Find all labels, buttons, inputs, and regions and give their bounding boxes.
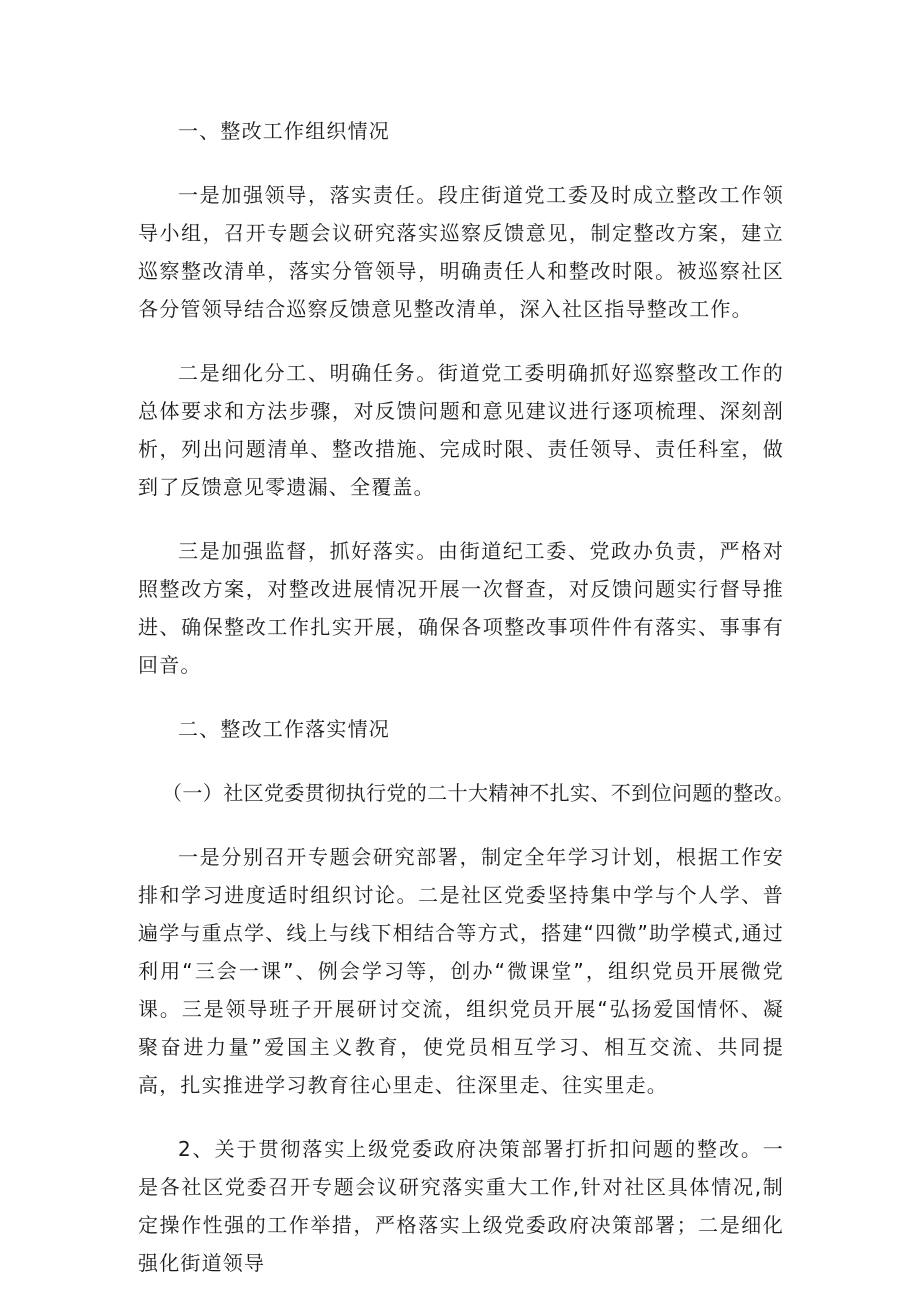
section-heading-1: 一、整改工作组织情况 [178,119,390,143]
document-body [138,112,795,1308]
paragraph-leadership: 一是加强领导，落实责任。段庄街道党工委及时成立整改工作领导小组，召开专题会议研究落实巡察反馈意见，制定整改方案，建立巡察整改清单，落实分管领导，明确责任人和整改时限。被巡察社区各分管领导结合巡察反馈意见整改清单，深入社区指导整改工作。 [138,183,784,321]
paragraph-implementation: 2、关于贯彻落实上级党委政府决策部署打折扣问题的整改。一是各社区党委召开专题会议研究落实重大工作,针对社区具体情况,制定操作性强的工作举措，严格落实上级党委政府决策部署；二是细化强化街道领导 [138,1137,784,1275]
paragraph-supervision: 三是加强监督，抓好落实。由街道纪工委、党政办负责，严格对照整改方案，对整改进展情况开展一次督查，对反馈问题实行督导推进、确保整改工作扎实开展，确保各项整改事项件件有落实、事事有回音。 [138,539,784,677]
section-heading-2: 二、整改工作落实情况 [178,717,390,741]
paragraph-study-plan: 一是分别召开专题会研究部署，制定全年学习计划，根据工作安排和学习进度适时组织讨论。二是社区党委坚持集中学与个人学、普遍学与重点学、线上与线下相结合等方式，搭建“四微”助学模式,通过利用“三会一课”、例会学习等，创办“微课堂”，组织党员开展微党课。三是领导班子开展研讨交流，组织党员开展“弘扬爱国情怀、凝聚奋进力量”爱国主义教育，使党员相互学习、相互交流、共同提高，扎实推进学习教育往心里走、往深里走、往实里走。 [138,845,784,1097]
paragraph-division-of-labor: 二是细化分工、明确任务。街道党工委明确抓好巡察整改工作的总体要求和方法步骤，对反馈问题和意见建议进行逐项梳理、深刻剖析，列出问题清单、整改措施、完成时限、责任领导、责任科室，做到了反馈意见零遗漏、全覆盖。 [138,361,784,499]
subsection-heading-1: （一）社区党委贯彻执行党的二十大精神不扎实、不到位问题的整改。 [162,781,795,805]
